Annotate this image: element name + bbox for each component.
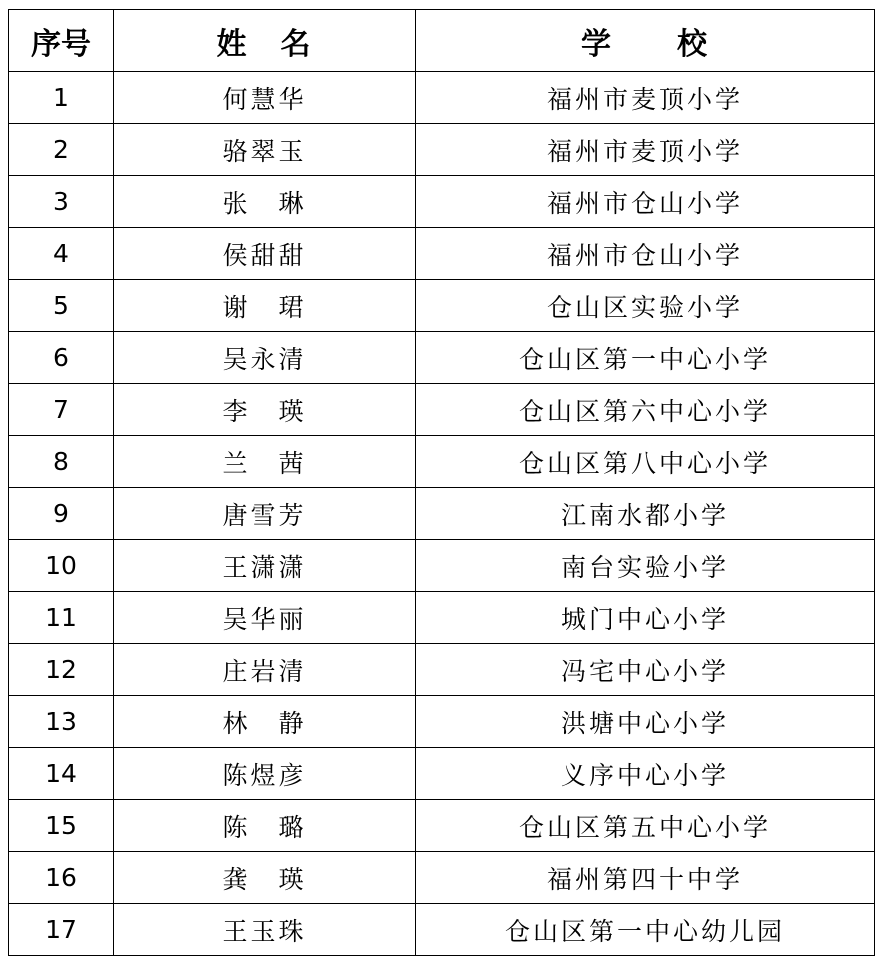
row-name: 陈煜彦: [114, 748, 416, 800]
row-name: 陈 璐: [114, 800, 416, 852]
row-name: 吴永清: [114, 332, 416, 384]
row-school: 福州市麦顶小学: [416, 124, 875, 176]
header-school: 学 校: [416, 10, 875, 72]
row-school: 福州市仓山小学: [416, 228, 875, 280]
table-row: [9, 332, 875, 384]
row-school: 福州市麦顶小学: [416, 72, 875, 124]
row-index: 5: [9, 280, 114, 332]
row-index: 14: [9, 748, 114, 800]
row-name: 龚 瑛: [114, 852, 416, 904]
table-row: [9, 228, 875, 280]
table-row: [9, 592, 875, 644]
row-school: 福州第四十中学: [416, 852, 875, 904]
table-row: [9, 280, 875, 332]
row-name: 侯甜甜: [114, 228, 416, 280]
table-row: [9, 904, 875, 956]
table-row: [9, 540, 875, 592]
roster-table: [8, 9, 875, 956]
table-row: [9, 384, 875, 436]
row-index: 6: [9, 332, 114, 384]
table-row: [9, 72, 875, 124]
row-index: 1: [9, 72, 114, 124]
row-school: 江南水都小学: [416, 488, 875, 540]
table-row: [9, 748, 875, 800]
table-row: [9, 800, 875, 852]
row-name: 兰 茜: [114, 436, 416, 488]
table-row: [9, 488, 875, 540]
row-school: 义序中心小学: [416, 748, 875, 800]
row-index: 4: [9, 228, 114, 280]
row-name: 王潇潇: [114, 540, 416, 592]
row-name: 李 瑛: [114, 384, 416, 436]
row-school: 冯宅中心小学: [416, 644, 875, 696]
row-name: 林 静: [114, 696, 416, 748]
row-index: 2: [9, 124, 114, 176]
table-row: [9, 436, 875, 488]
row-index: 9: [9, 488, 114, 540]
row-index: 12: [9, 644, 114, 696]
row-school: 仓山区第一中心小学: [416, 332, 875, 384]
row-index: 16: [9, 852, 114, 904]
row-index: 7: [9, 384, 114, 436]
row-school: 仓山区第六中心小学: [416, 384, 875, 436]
table-row: [9, 852, 875, 904]
table-row: [9, 696, 875, 748]
row-name: 王玉珠: [114, 904, 416, 956]
row-index: 17: [9, 904, 114, 956]
row-name: 张 琳: [114, 176, 416, 228]
row-school: 仓山区第一中心幼儿园: [416, 904, 875, 956]
row-school: 福州市仓山小学: [416, 176, 875, 228]
row-school: 仓山区实验小学: [416, 280, 875, 332]
row-index: 11: [9, 592, 114, 644]
row-name: 何慧华: [114, 72, 416, 124]
table-header-row: [9, 10, 875, 72]
row-index: 10: [9, 540, 114, 592]
row-school: 洪塘中心小学: [416, 696, 875, 748]
row-index: 8: [9, 436, 114, 488]
row-index: 15: [9, 800, 114, 852]
row-school: 仓山区第八中心小学: [416, 436, 875, 488]
row-index: 13: [9, 696, 114, 748]
row-school: 城门中心小学: [416, 592, 875, 644]
row-index: 3: [9, 176, 114, 228]
row-name: 唐雪芳: [114, 488, 416, 540]
row-name: 谢 珺: [114, 280, 416, 332]
header-name: 姓 名: [114, 10, 416, 72]
table-row: [9, 644, 875, 696]
row-school: 南台实验小学: [416, 540, 875, 592]
row-name: 骆翠玉: [114, 124, 416, 176]
table-row: [9, 176, 875, 228]
row-name: 庄岩清: [114, 644, 416, 696]
table-row: [9, 124, 875, 176]
row-name: 吴华丽: [114, 592, 416, 644]
header-index: 序号: [9, 10, 114, 72]
row-school: 仓山区第五中心小学: [416, 800, 875, 852]
